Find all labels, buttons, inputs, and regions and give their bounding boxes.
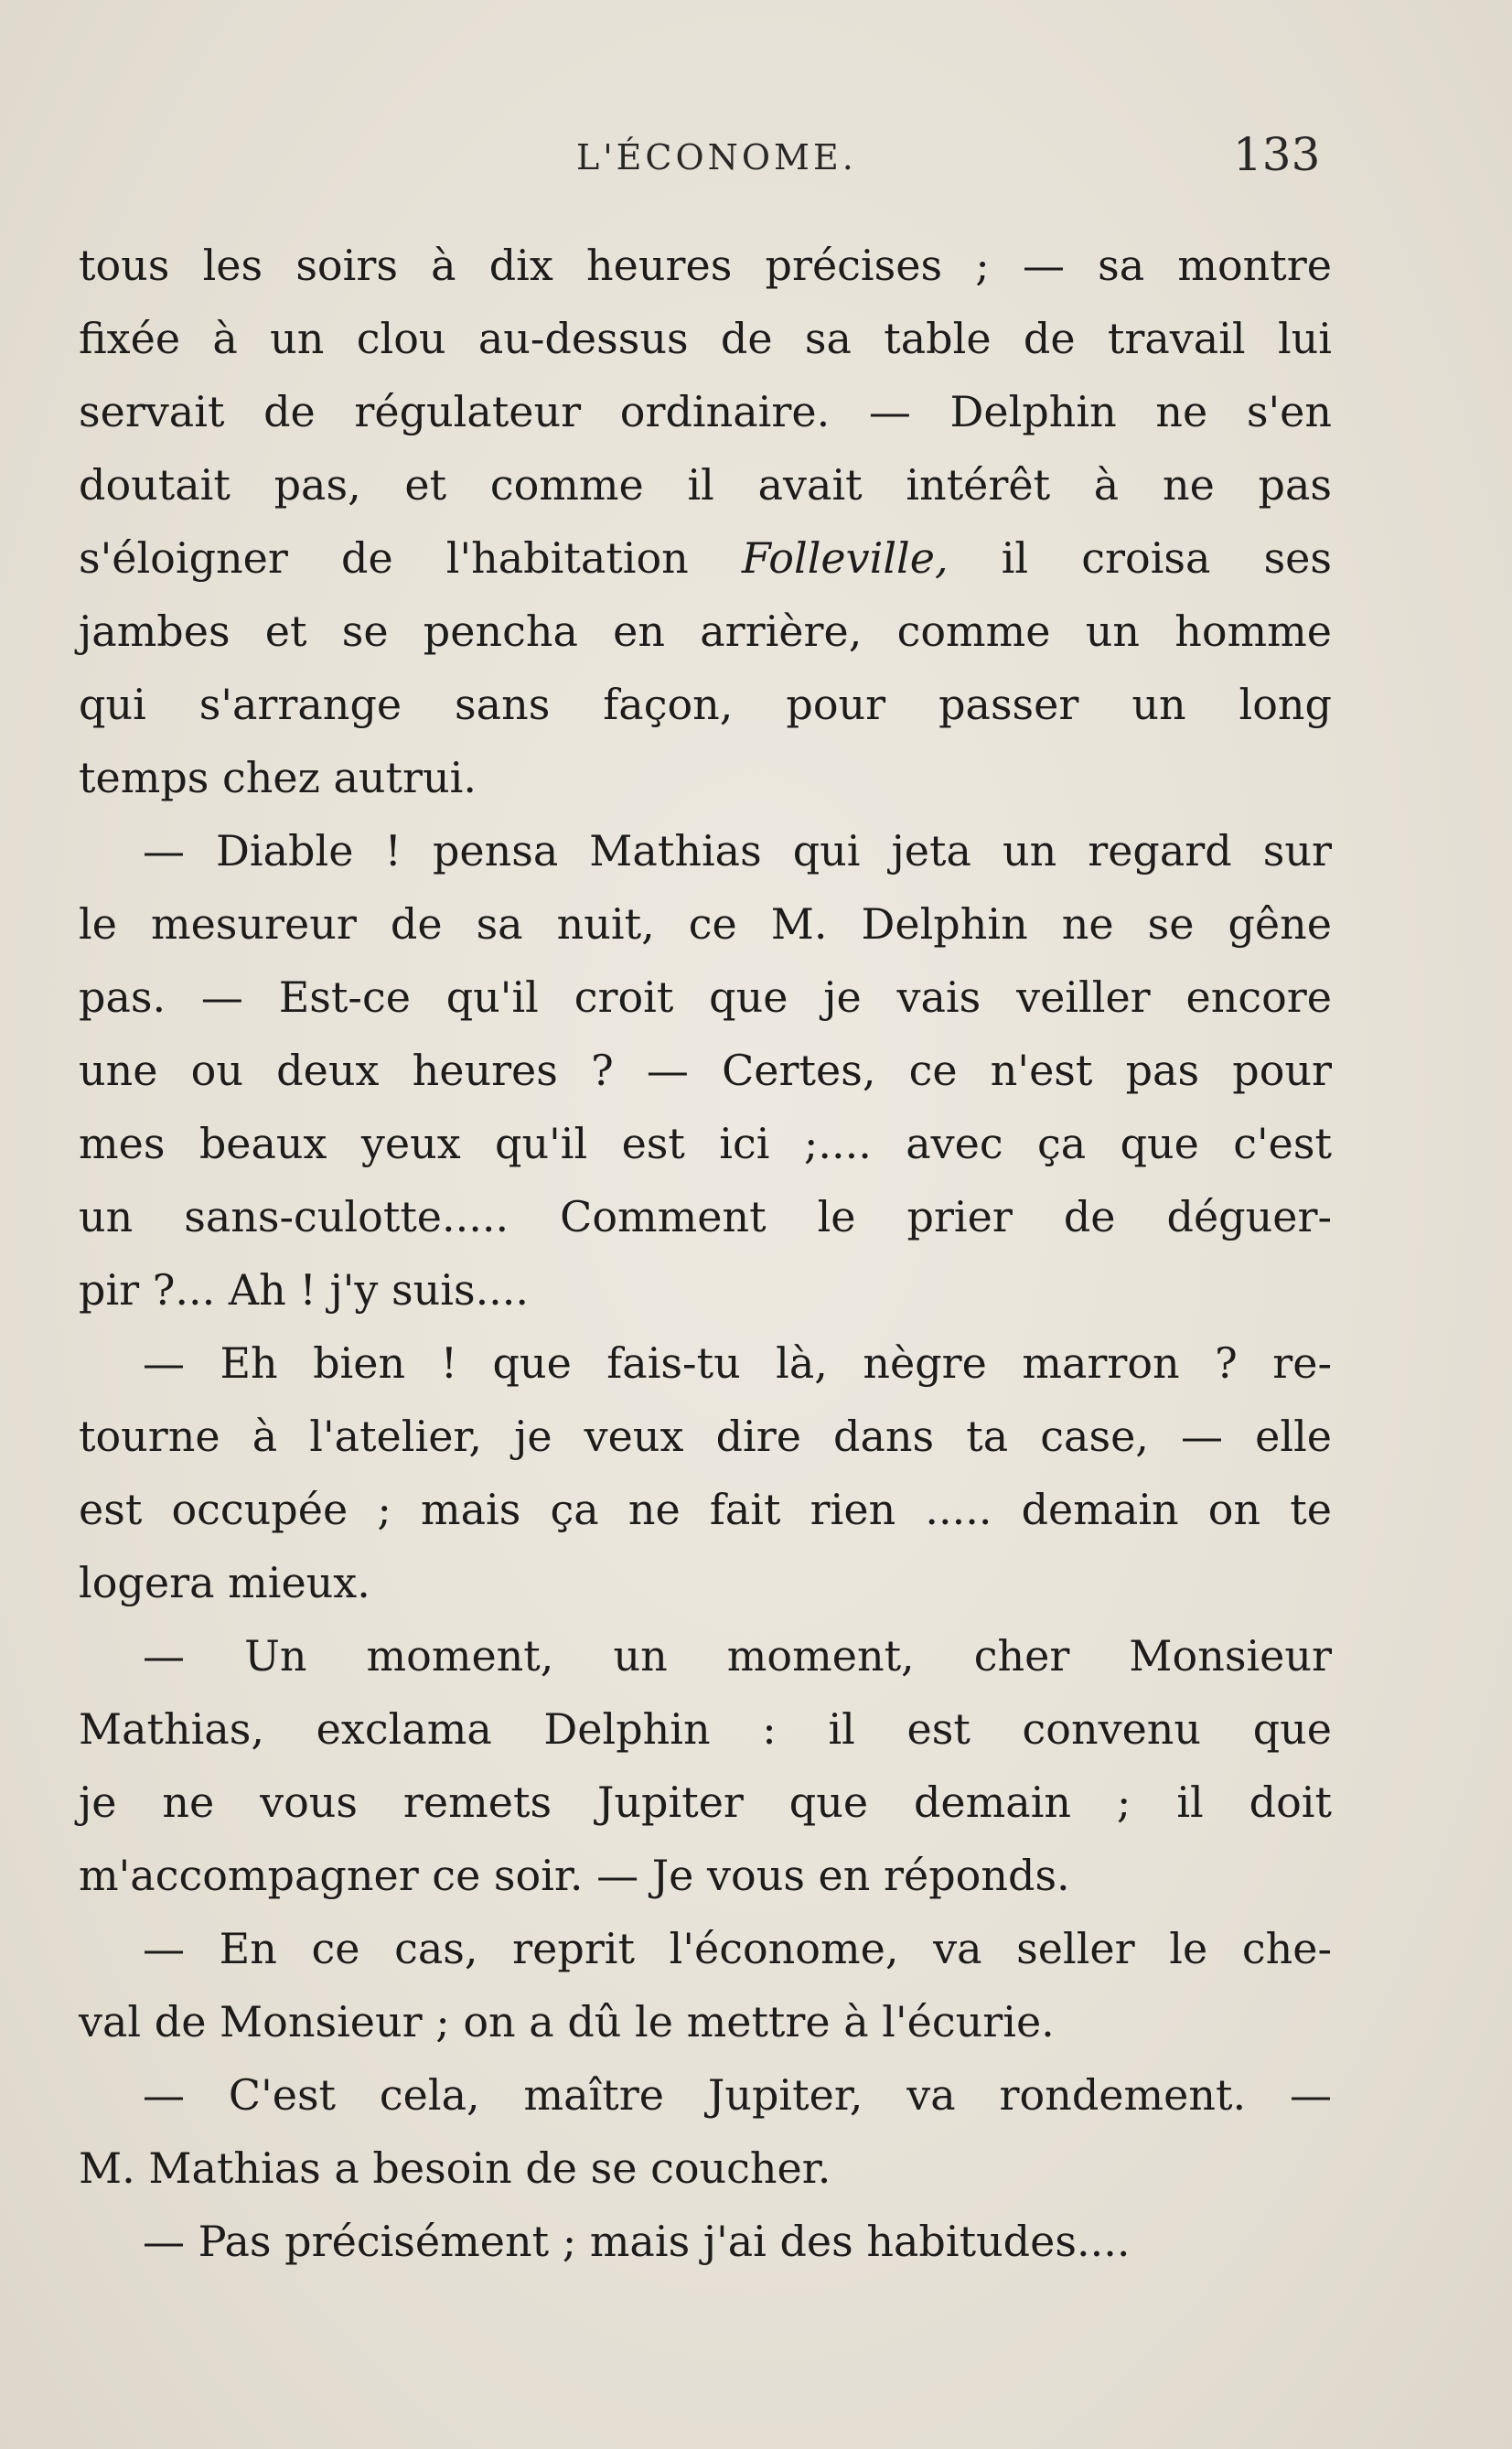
body-text xyxy=(79,229,1332,2278)
text-line: une ou deux heures ? — Certes, ce n'est pas pour xyxy=(79,1046,1332,1095)
text-line: — Diable ! pensa Mathias qui jeta un regard sur xyxy=(143,826,1332,875)
text-line: tous les soirs à dix heures précises ; — sa montre xyxy=(79,241,1332,290)
text-line: — Un moment, un moment, cher Monsieur xyxy=(143,1631,1332,1681)
text-line: — Pas précisément ; mais j'ai des habitudes.... xyxy=(143,2217,1131,2266)
text-line: val de Monsieur ; on a dû le mettre à l'écurie. xyxy=(79,1997,1055,2046)
text-line: est occupée ; mais ça ne fait rien ..... demain on te xyxy=(79,1485,1332,1534)
text-line: m'accompagner ce soir. — Je vous en réponds. xyxy=(79,1851,1070,1900)
text-line: pir ?... Ah ! j'y suis.... xyxy=(79,1265,530,1315)
text-line: pas. — Est-ce qu'il croit que je vais veiller encore xyxy=(79,972,1332,1022)
text-line: logera mieux. xyxy=(79,1558,370,1607)
text-line: tourne à l'atelier, je veux dire dans ta case, — elle xyxy=(79,1412,1332,1461)
text-line: mes beaux yeux qu'il est ici ;.... avec ça que c'est xyxy=(79,1119,1332,1168)
text-line xyxy=(79,521,1332,595)
text-line: M. Mathias a besoin de se coucher. xyxy=(79,2143,831,2193)
text-line: je ne vous remets Jupiter que demain ; il doit xyxy=(79,1778,1332,1827)
page-number: 133 xyxy=(1233,128,1321,181)
text-line: doutait pas, et comme il avait intérêt à ne pas xyxy=(79,460,1332,510)
text-line: — C'est cela, maître Jupiter, va rondement. — xyxy=(143,2070,1332,2120)
text-line: qui s'arrange sans façon, pour passer un long xyxy=(79,680,1332,729)
text-line: — Eh bien ! que fais-tu là, nègre marron ? re- xyxy=(143,1338,1332,1388)
running-title: L'ÉCONOME. xyxy=(576,137,857,177)
text-line: le mesureur de sa nuit, ce M. Delphin ne se gêne xyxy=(79,899,1332,949)
text-line: un sans-culotte..... Comment le prier de déguer- xyxy=(79,1192,1332,1241)
text-segment: il croisa ses xyxy=(948,533,1333,583)
text-line: Mathias, exclama Delphin : il est convenu que xyxy=(79,1704,1332,1754)
text-line: — En ce cas, reprit l'économe, va seller le che- xyxy=(143,1924,1332,1973)
text-segment: s'éloigner de l'habitation xyxy=(79,533,742,583)
text-line: jambes et se pencha en arrière, comme un homme xyxy=(79,607,1332,656)
italic-place-name: Folleville, xyxy=(741,533,949,583)
text-line: temps chez autrui. xyxy=(79,753,477,802)
text-line: servait de régulateur ordinaire. — Delphin ne s'en xyxy=(79,387,1332,436)
text-line: fixée à un clou au-dessus de sa table de travail lui xyxy=(79,314,1332,363)
